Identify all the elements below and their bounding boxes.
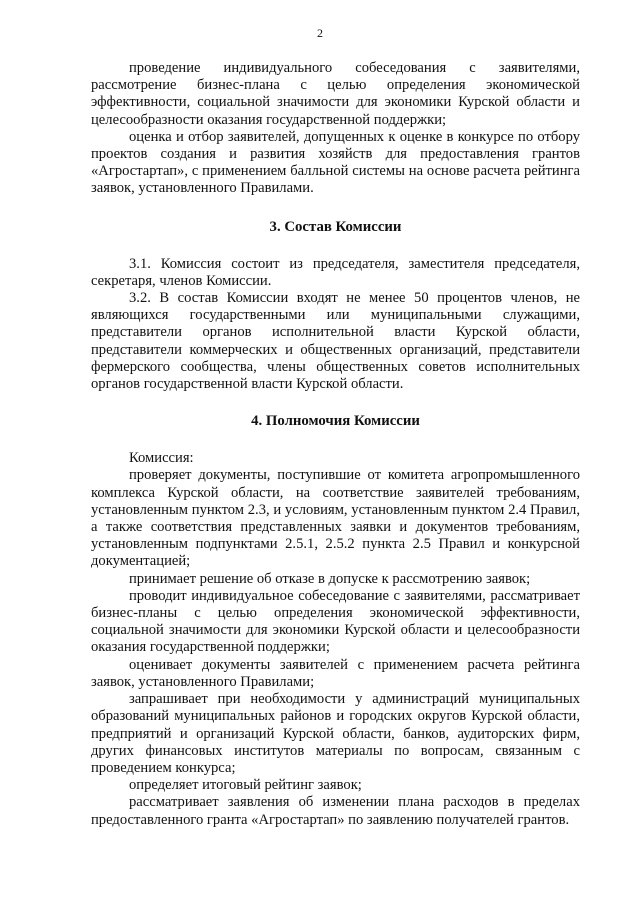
section-3-paragraph-1: 3.1. Комиссия состоит из председателя, заместителя председателя, секретаря, членов Комиссии. xyxy=(91,255,580,289)
section-4-item-1: проверяет документы, поступившие от комитета агропромышленного комплекса Курской области, на соответствие заявителей требованиям, установленным пунктом 2.3, и условиям, установленным пунктом 2.4 Правил, а также соответствия представленных заявки и документов требованиям, установленным подпунктами 2.5.1, 2.5.2 пункта 2.5 Правил и конкурсной документацией; xyxy=(91,467,580,570)
section-4-item-7: рассматривает заявления об изменении плана расходов в пределах предоставленного гранта «Агростартап» по заявлению получателей грантов. xyxy=(91,794,580,828)
section-4-item-2: принимает решение об отказе в допуске к рассмотрению заявок; xyxy=(129,570,531,587)
section-4-item-4: оценивает документы заявителей с применением расчета рейтинга заявок, установленного Правилами; xyxy=(91,656,580,690)
section-4-item-3: проводит индивидуальное собеседование с заявителями, рассматривает бизнес-планы с целью определения экономической эффективности, социальной значимости для экономики Курской области и целесообразности оказания государственной поддержки; xyxy=(91,587,580,656)
document-body xyxy=(91,60,580,829)
section-4-item-6: определяет итоговый рейтинг заявок; xyxy=(129,777,362,794)
section-4-item-5: запрашивает при необходимости у администраций муниципальных образований муниципальных районов и городских округов Курской области, предприятий и организаций Курской области, банков, аудиторских фирм, других финансовых институтов материалы по вопросам, связанным с проведением конкурса; xyxy=(91,691,580,776)
section-3-paragraph-2: 3.2. В состав Комиссии входят не менее 50 процентов членов, не являющихся государственными или муниципальными служащими, представители органов исполнительной власти Курской области, представители коммерческих и общественных организаций, представители фермерского сообщества, члены общественных советов исполнительных органов государственной власти Курской области. xyxy=(91,290,580,393)
section-3-heading: 3. Состав Комиссии xyxy=(269,218,402,235)
page-number: 2 xyxy=(317,26,323,40)
intro-item-2: оценка и отбор заявителей, допущенных к оценке в конкурсе по отбору проектов создания и развития хозяйств для предоставления грантов «Агростартап», с применением балльной системы на основе расчета рейтинга заявок, установленного Правилами. xyxy=(91,128,580,197)
section-4-heading: 4. Полномочия Комиссии xyxy=(251,413,420,430)
intro-item-1: проведение индивидуального собеседования с заявителями, рассмотрение бизнес-плана с целью определения экономической эффективности, социальной значимости для экономики Курской области и целесообразности оказания государственной поддержки; xyxy=(91,60,580,128)
section-4-intro: Комиссия: xyxy=(129,450,194,467)
